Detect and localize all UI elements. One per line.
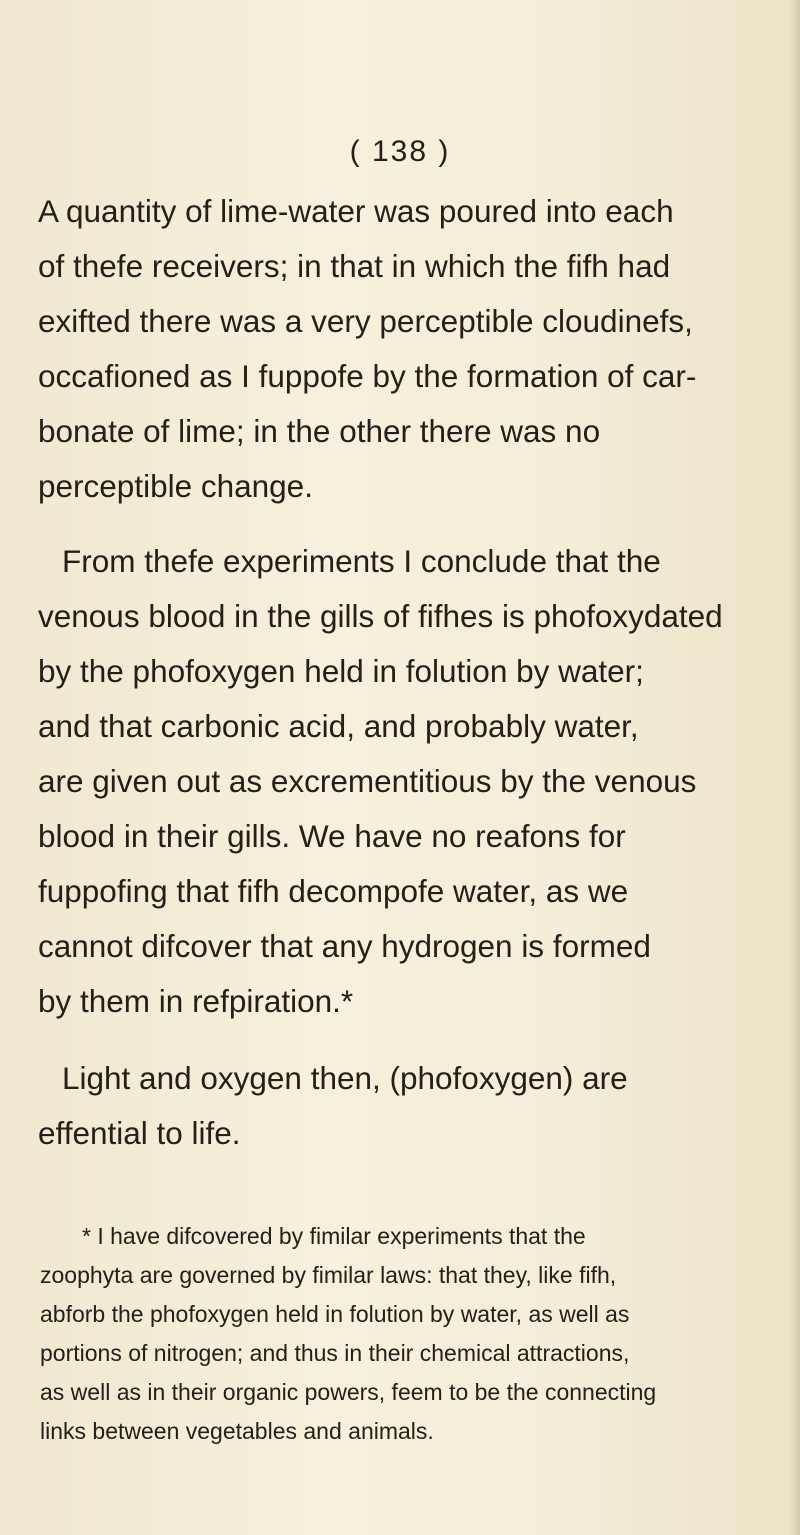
text-line: From thefe experiments I conclude that the xyxy=(62,543,661,579)
text-line: are given out as excrementitious by the venous xyxy=(38,763,697,799)
text-line: by them in refpiration.* xyxy=(38,983,354,1019)
footnote-line: links between vegetables and animals. xyxy=(40,1418,434,1444)
text-line: perceptible change. xyxy=(38,468,313,504)
text-line: by the phofoxygen held in folution by water; xyxy=(38,653,644,689)
text-line: of thefe receivers; in that in which the fifh had xyxy=(38,248,671,284)
page-edge-shadow xyxy=(790,0,800,1535)
text-line: effential to life. xyxy=(38,1115,241,1151)
text-line: occafioned as I fuppofe by the formation of car- xyxy=(38,358,697,394)
text-line: venous blood in the gills of fifhes is phofoxydated xyxy=(38,598,723,634)
footnote-line: * I have difcovered by fimilar experiments that the xyxy=(82,1223,586,1249)
footnote-line: portions of nitrogen; and thus in their chemical attractions, xyxy=(40,1340,630,1366)
text-line: Light and oxygen then, (phofoxygen) are xyxy=(62,1060,628,1096)
footnote-line: abforb the phofoxygen held in folution by water, as well as xyxy=(40,1301,630,1327)
text-line: A quantity of lime-water was poured into each xyxy=(38,193,674,229)
text-line: fuppofing that fifh decompofe water, as we xyxy=(38,873,629,909)
page-number: ( 138 ) xyxy=(349,135,451,168)
text-line: exifted there was a very perceptible cloudinefs, xyxy=(38,303,693,339)
text-line: bonate of lime; in the other there was no xyxy=(38,413,601,449)
text-line: cannot difcover that any hydrogen is formed xyxy=(38,928,651,964)
text-line: blood in their gills. We have no reafons for xyxy=(38,818,626,854)
footnote-line: as well as in their organic powers, feem to be the connecting xyxy=(40,1379,657,1405)
text-line: and that carbonic acid, and probably water, xyxy=(38,708,639,744)
footnote-line: zoophyta are governed by fimilar laws: that they, like fifh, xyxy=(40,1262,617,1288)
